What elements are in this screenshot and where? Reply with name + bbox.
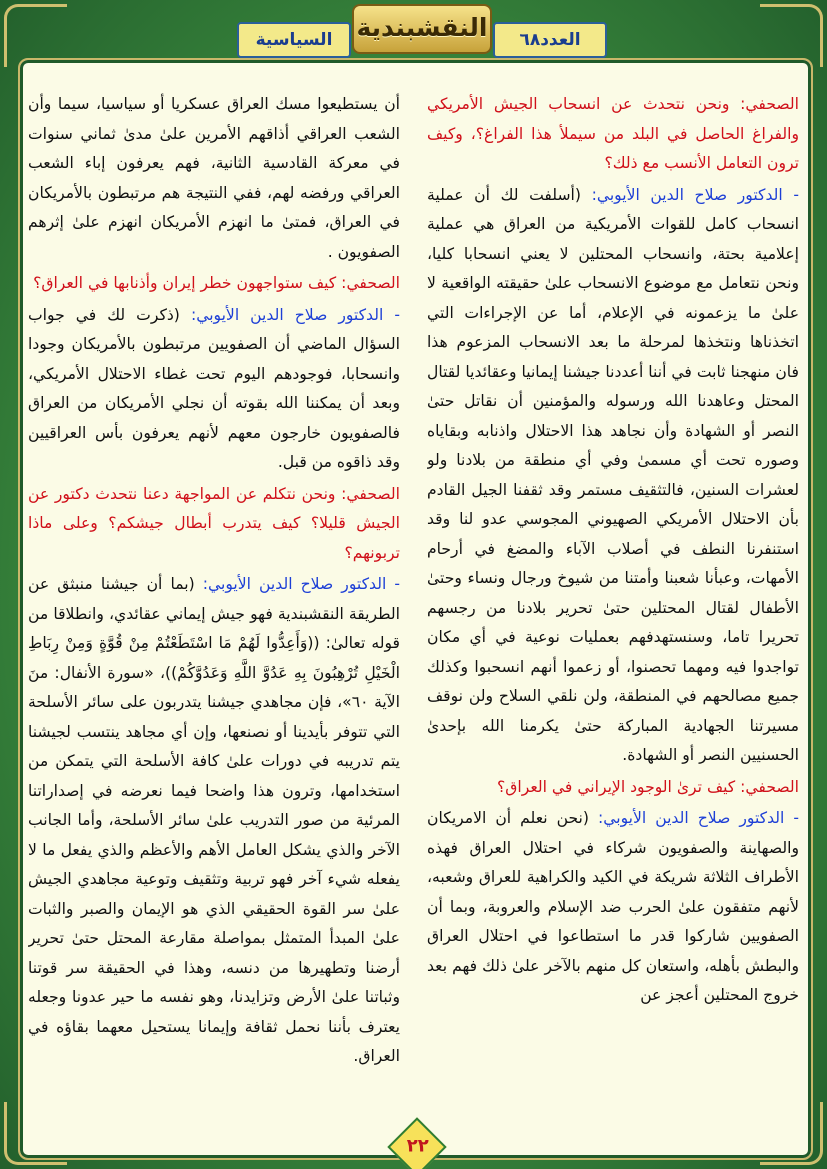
section-title: السياسية: [237, 22, 351, 58]
answer-text: (بما أن جيشنا منبثق عن الطريقة النقشبندية فهو جيش إيماني عقائدي، وانطلاقا من قوله تعالىٰ: ((وَأَعِدُّوا لَهُمْ مَا اسْتَطَعْتُمْ مِنْ قُوَّةٍ وَمِنْ رِبَاطِ الْخَيْلِ تُرْهِبُونَ بِهِ عَدُوَّ اللَّهِ وَعَدُوَّكُمْ))، «سورة الأنفال: منَ الآية ٦٠»، فإن مجاهدي جيشنا يتدربون على سائر الأسلحة التي تتوفر بأيدينا أو نصنعها، وإن أي مجاهد ينتسب لجيشنا يتم تدريبه في دورات علىٰ كافة الأسلحة التي يتمكن من استخدامها، وترون هذا واضحا فيما نعرضه في إصداراتنا المرئية من صور التدريب علىٰ سائر الأسلحة، وأما الجانب الآخر والذي يشكل العامل الأهم والأعظم والذي يفعل ما لا يفعله شيء آخر فهو تربية وتثقيف وتوعية مجاهدي الجيش علىٰ سر القوة الحقيقي الذي هو الإيمان والصبر والثبات علىٰ المبدأ المتمثل بمواصلة مقارعة المحتل حتىٰ تحرير أرضنا وتطهيرها من دنسه، وهذا في الحقيقة سر قوتنا وثباتنا علىٰ الأرض وتزايدنا، وهو نفسه ما حير عدونا وجعله يعترف بأننا نحمل ثقافة وإيمانا يستحيل معهما بقاؤه في العراق.: [28, 575, 400, 1065]
issue-number: العدد٦٨: [493, 22, 607, 58]
answer-text: (ذكرت لك في جواب السؤال الماضي أن الصفويين مرتبطون بالأمريكان وجودا وانسحابا، فوجودهم اليوم تحت غطاء الاحتلال الأمريكي، وبعد أن يمكننا الله بقوته أن نجلي الأمريكان من العراق فالصفويون خارجون معهم لأنهم يعرفون بأس العراقيين وقد ذاقوه من قبل.: [28, 305, 400, 471]
paragraph: [427, 804, 799, 1011]
interview-question: الصحفي: كيف ترىٰ الوجود الإيراني في العراق؟: [497, 777, 799, 796]
article-columns: [28, 90, 799, 1150]
speaker-label: - الدكتور صلاح الدين الأيوبي:: [597, 809, 799, 827]
paragraph: [28, 301, 400, 478]
answer-text: (أسلفت لك أن عملية انسحاب كامل للقوات الأمريكية من العراق هي عملية إعلامية بحتة، وانسحاب المحتلين لا يعني انسحابا كليا، ونحن نتعامل مع موضوع الانسحاب علىٰ حقيقته الواقعية لا علىٰ ما يزعمونه في الإعلام، أما عن الإجراءات التي اتخذناها ونتخذها لمرحلة ما بعد الانسحاب المزعوم هذا فان منهجنا ثابت في أننا أعددنا جيشنا إيمانيا وعقائديا لقتال المحتل وعاهدنا الله ورسوله والمؤمنين أن نقاتل حتىٰ النصر أو الشهادة وأن نجاهد هذا الاحتلال واذنابه وبقاياه وصوره تحت أي مسمىٰ وفي أي منطقة من بلادنا ولو لعشرات السنين، فالتثقيف مستمر وقد ثقفنا الجيل القادم بأن الاحتلال الأمريكي الصهيوني المجوسي عدو لنا وقد استنفرنا النطف في أصلاب الآباء والمضغ في أرحام الأمهات، وعبأنا شعبنا وأمتنا من شيوخ ورجال ونساء وحتىٰ الأطفال لقتال المحتلين حتىٰ تحرير بلادنا من رجسهم تحريرا تاما، وسنستهدفهم بعمليات نوعية في أي مكان تواجدوا فيه ومهما تحصنوا، أو زعموا أنهم انسحبوا وكذلك جميع مصالحهم في المنطقة، ولن نلقي السلاح ولن نوقف مسيرتنا الجهادية المباركة حتىٰ يكرمنا الله بإحدىٰ الحسنيين النصر أو الشهادة.: [427, 185, 799, 764]
interview-question: الصحفي: ونحن نتحدث عن انسحاب الجيش الأمريكي والفراغ الحاصل في البلد من سيملأ هذا الفراغ؟، وكيف ترون التعامل الأنسب مع ذلك؟: [427, 95, 799, 172]
paragraph: أن يستطيعوا مسك العراق عسكريا أو سياسيا، سيما وأن الشعب العراقي أذاقهم الأمرين علىٰ مدىٰ ثماني سنوات في معركة القادسية الثانية، فهم يعرفون إباء الشعب العراقي ورفضه لهم، ففي النتيجة هم مرتبطون بالأمريكان في العراق، فمتىٰ ما انهزم الأمريكان انهزم علىٰ إثرهم الصفويون .: [28, 95, 400, 261]
right-column: [427, 90, 799, 1150]
magazine-logo: النقشبندية: [352, 4, 492, 54]
interview-question: الصحفي: كيف ستواجهون خطر إيران وأذنابها في العراق؟: [33, 274, 400, 292]
interview-question: الصحفي: ونحن نتكلم عن المواجهة دعنا نتحدث دكتور عن الجيش قليلا؟ كيف يتدرب أبطال جيشكم؟ وعلى ماذا تربونهم؟: [28, 484, 400, 562]
speaker-label: - الدكتور صلاح الدين الأيوبي:: [591, 185, 799, 204]
left-column: [28, 90, 400, 1150]
speaker-label: - الدكتور صلاح الدين الأيوبي:: [202, 575, 400, 593]
speaker-label: - الدكتور صلاح الدين الأيوبي:: [190, 305, 400, 324]
paragraph: [28, 570, 400, 1072]
paragraph: [427, 181, 799, 771]
answer-text: (نحن نعلم أن الامريكان والصهاينة والصفويون شركاء في احتلال العراق فهذه الأطراف الثلاثة شريكة في الكيد والكراهية للعراق وشعبه، لأنهم متفقون علىٰ الحرب ضد الإسلام والعروبة، وبما أن الصفويين شاركوا قدر ما استطاعوا في احتلال العراق والبطش بأهله، واستعان كل منهم بالآخر علىٰ ذلك فهم بعد خروج المحتلين أعجز عن: [427, 809, 799, 1004]
page-number: ٢٢: [406, 1135, 429, 1157]
